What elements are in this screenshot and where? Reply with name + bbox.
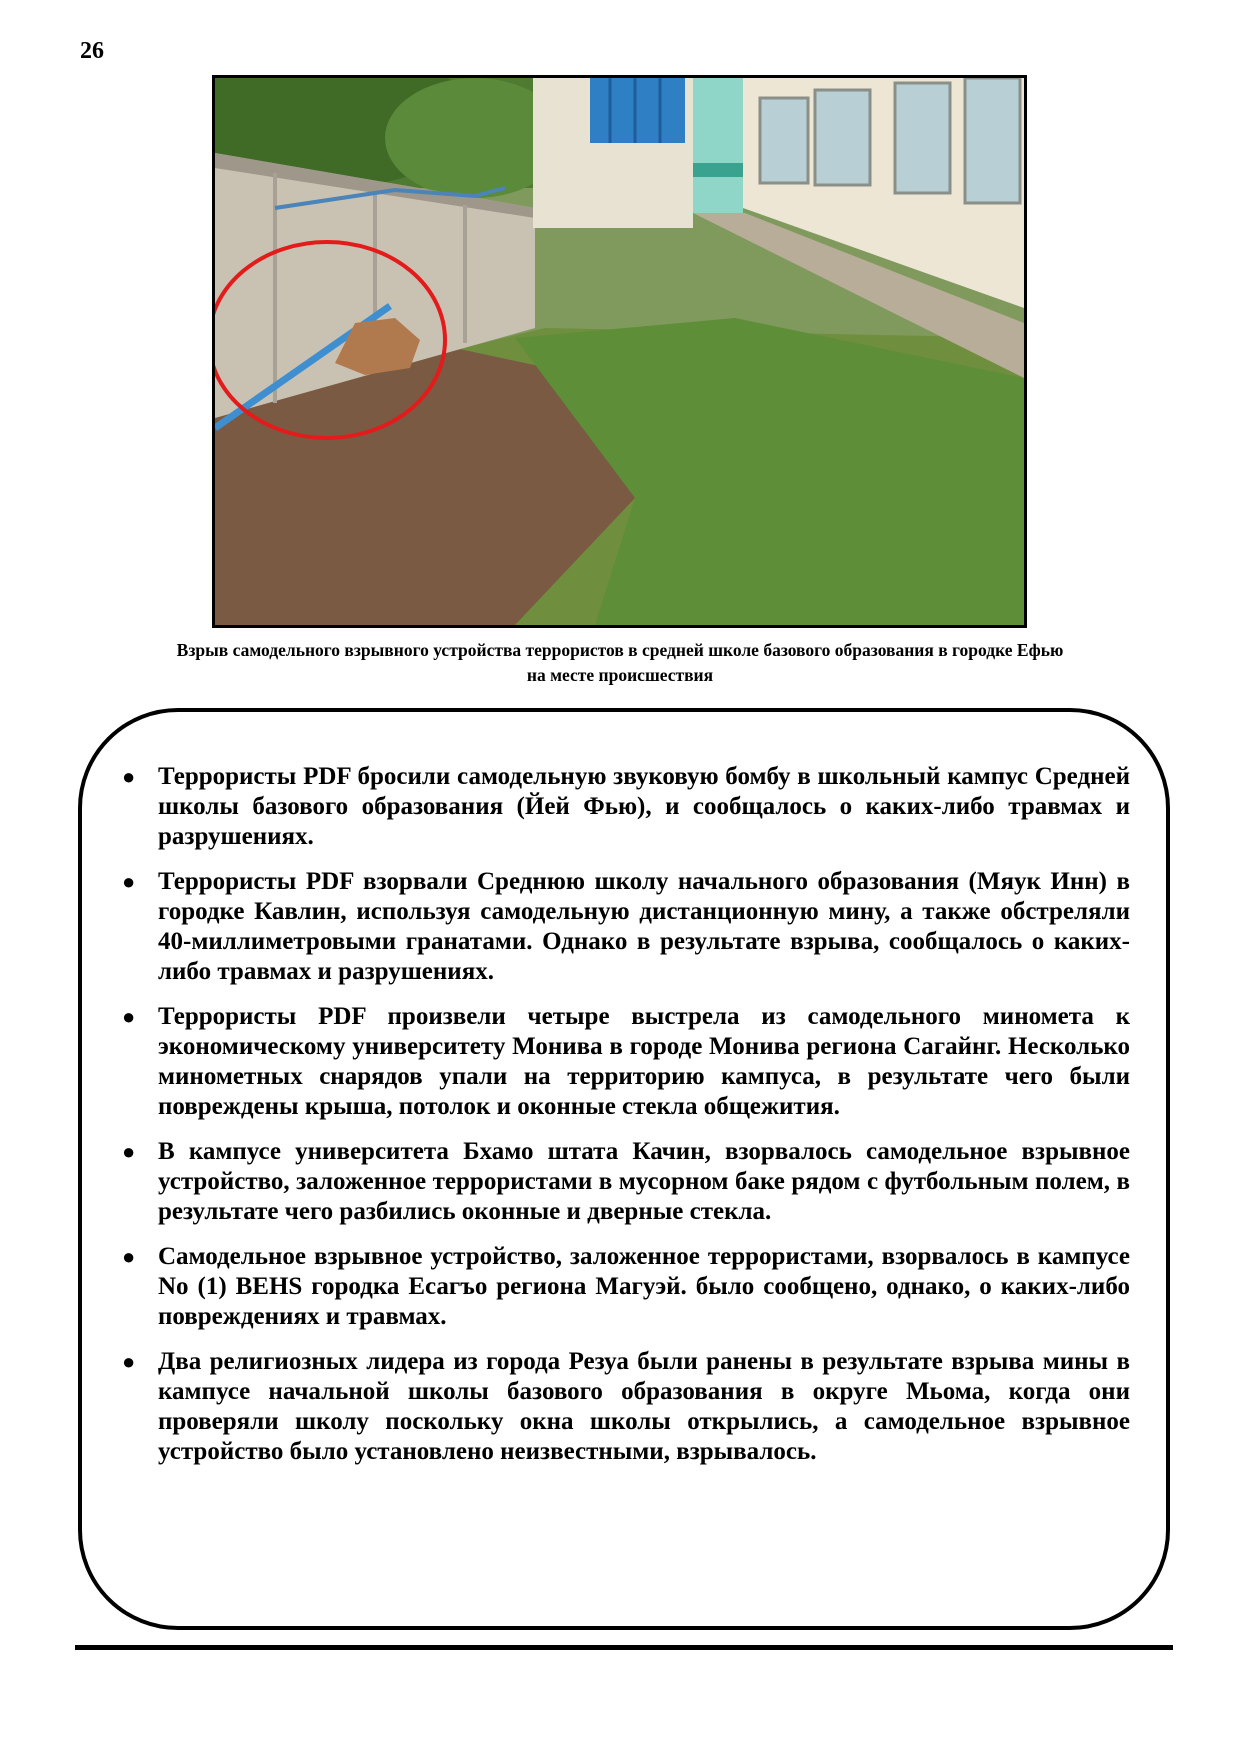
incident-list xyxy=(120,762,1130,1482)
incident-photo-illustration xyxy=(215,78,1024,625)
figure-caption-line1: Взрыв самодельного взрывного устройства террористов в средней школе базового образования в городке Ефью xyxy=(176,640,1064,660)
list-item: ● В кампусе университета Бхамо штата Качин, взорвалось самодельное взрывное устройство, заложенное террористами в мусорном баке рядом с футбольным полем, в результате чего разбились оконные и дверные стекла. xyxy=(122,1138,1130,1225)
incident-photo xyxy=(212,75,1027,628)
bullet-icon: ● xyxy=(122,1349,136,1374)
list-item: ● Террористы PDF произвели четыре выстрела из самодельного миномета к экономическому университету Монива в городе Монива региона Сагайнг. Несколько минометных снарядов упали на территорию кампуса, в результате чего были повреждены крыша, потолок и оконные стекла общежития. xyxy=(122,1003,1130,1120)
list-item: ● Самодельное взрывное устройство, заложенное террористами, взорвалось в кампусе No (1) BEHS городка Есагъо региона Магуэй. было сообщено, однако, о каких-либо повреждениях и травмах. xyxy=(122,1243,1130,1330)
bullet-icon: ● xyxy=(122,869,136,894)
bullet-icon: ● xyxy=(122,1139,136,1164)
page-number: 26 xyxy=(80,38,104,64)
list-item: ● Террористы PDF взорвали Среднюю школу начального образования (Мяук Инн) в городке Кавлин, используя самодельную дистанционную мину, а также обстреляли 40-миллиметровыми гранатами. Однако в результате взрыва, сообщалось о каких-либо травмах и разрушениях. xyxy=(122,868,1130,985)
bullet-icon: ● xyxy=(122,1004,136,1029)
figure-caption xyxy=(70,638,1170,688)
list-item: ● Два религиозных лидера из города Резуа были ранены в результате взрыва мины в кампусе начальной школы базового образования в округе Мьома, когда они проверяли школу поскольку окна школы открылись, а самодельное взрывное устройство было установлено неизвестными, взрывалось. xyxy=(122,1348,1130,1465)
list-item: ● Террористы PDF бросили самодельную звуковую бомбу в школьный кампус Средней школы базового образования (Йей Фью), и сообщалось о каких-либо травмах и разрушениях. xyxy=(122,763,1130,850)
bullet-icon: ● xyxy=(122,764,136,789)
bottom-rule xyxy=(75,1645,1173,1650)
figure-caption-line2: на месте происшествия xyxy=(526,665,714,685)
bullet-icon: ● xyxy=(122,1244,136,1269)
